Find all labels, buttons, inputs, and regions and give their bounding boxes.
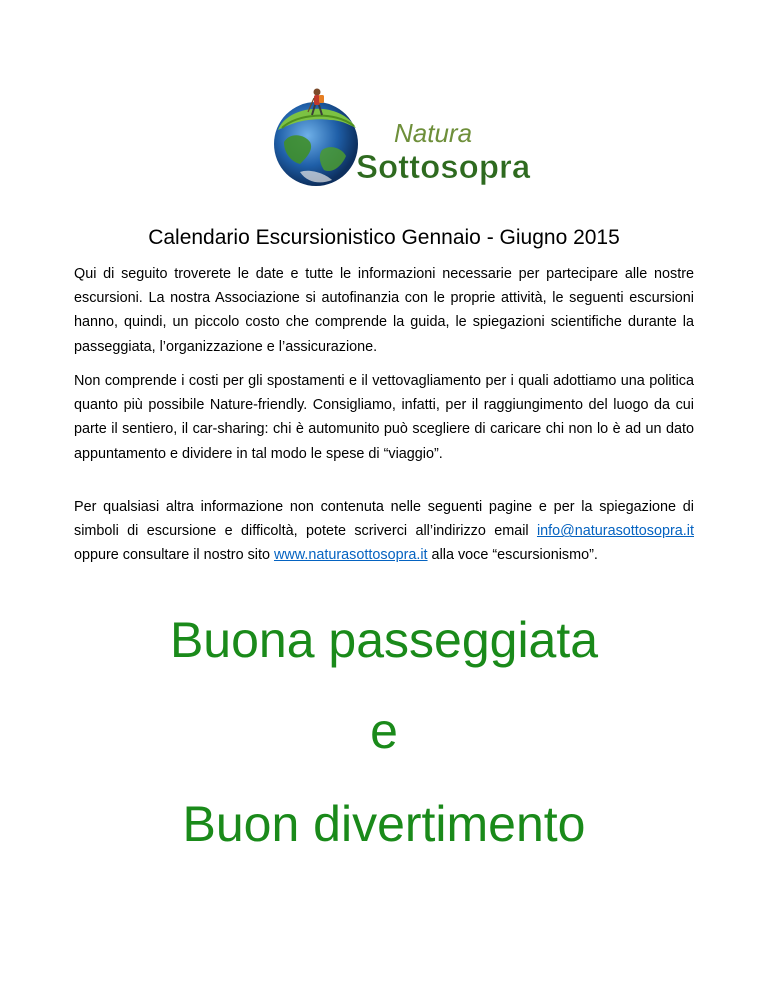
closing-line-2: e xyxy=(370,703,398,759)
logo-graphic xyxy=(270,84,531,188)
contact-paragraph xyxy=(74,495,694,568)
natura-sottosopra-logo xyxy=(270,84,531,188)
page-title: Calendario Escursionistico Gennaio - Giugno 2015 xyxy=(148,226,620,249)
logo-text-natura: Natura xyxy=(394,118,473,148)
costs-paragraph: Non comprende i costi per gli spostamenti e il vettovagliamento per i quali adottiamo una politica quanto più possibile Nature-friendly. Consigliamo, infatti, per il raggiungimento del luogo da cui parte il sentiero, il car-sharing: chi è automunito può scegliere di caricare chi non lo è ad un dato appuntamento e dividere in tal modo le spese di “viaggio”. xyxy=(74,373,694,462)
logo-text-sottosopra: Sottosopra xyxy=(356,148,531,185)
contact-text-2: oppure consultare il nostro sito xyxy=(74,547,274,564)
contact-text-3: alla voce “escursionismo”. xyxy=(427,547,598,564)
intro-paragraph: Qui di seguito troverete le date e tutte le informazioni necessarie per partecipare alle nostre escursioni. La nostra Associazione si autofinanzia con le proprie attività, le seguenti escursioni hanno, quindi, un piccolo costo che comprende la guida, le spiegazioni scientifiche durante la passeggiata, l’organizzazione e l’assicurazione. xyxy=(74,266,694,355)
closing-line-1: Buona passeggiata xyxy=(169,612,599,668)
email-link[interactable]: info@naturasottosopra.it xyxy=(536,523,694,540)
website-link[interactable]: www.naturasottosopra.it xyxy=(273,547,428,564)
contact-text-1: Per qualsiasi altra informazione non contenuta nelle seguenti pagine e per la spiegazione di simboli di escursione e difficoltà, potete scriverci all’indirizzo email xyxy=(74,499,694,540)
closing-line-3: Buon divertimento xyxy=(182,796,586,852)
